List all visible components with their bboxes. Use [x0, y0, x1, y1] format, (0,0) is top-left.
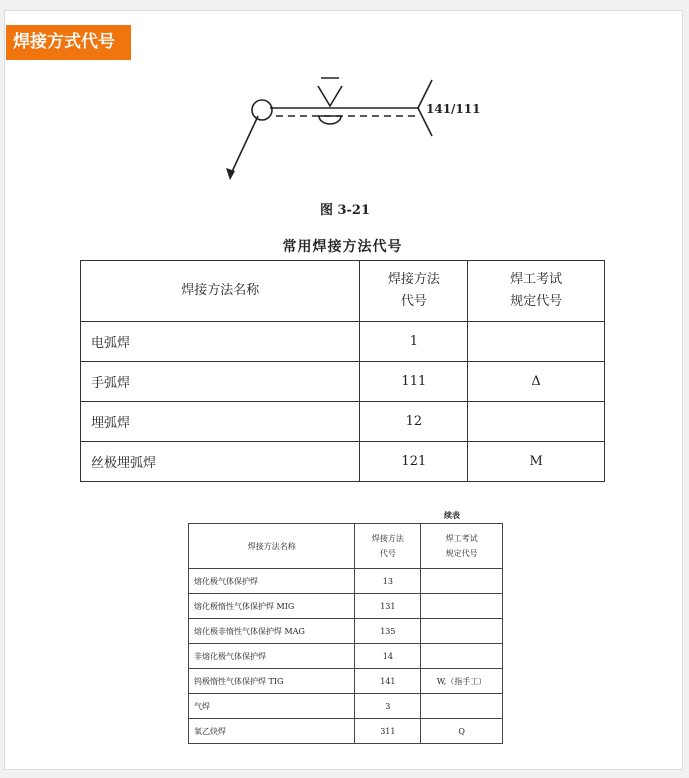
table-row — [189, 719, 503, 744]
method-name: 钨极惰性气体保护焊 TIG — [189, 669, 355, 694]
arrow-line — [230, 116, 258, 176]
method-name: 丝极埋弧焊 — [81, 442, 360, 482]
header-method-name: 焊接方法名称 — [81, 261, 360, 322]
method-code: 311 — [355, 719, 421, 744]
header-exam-code — [468, 261, 605, 322]
method-name: 熔化极惰性气体保护焊 MIG — [189, 594, 355, 619]
continued-label: 续表 — [444, 510, 460, 520]
table-row — [189, 569, 503, 594]
method-code: 131 — [355, 594, 421, 619]
header-exam-line2: 规定代号 — [510, 294, 563, 309]
exam-code: M — [468, 442, 605, 482]
exam-code — [421, 569, 503, 594]
exam-code — [421, 644, 503, 669]
table-row — [81, 402, 605, 442]
method-code: 135 — [355, 619, 421, 644]
method-code: 121 — [360, 442, 468, 482]
method-name: 气焊 — [189, 694, 355, 719]
header-method-name: 焊接方法名称 — [189, 524, 355, 569]
table1-title: 常用焊接方法代号 — [282, 239, 403, 255]
table-row — [81, 362, 605, 402]
method-name: 手弧焊 — [81, 362, 360, 402]
method-code: 3 — [355, 694, 421, 719]
header-exam-line1: 焊工考试 — [445, 534, 478, 543]
exam-code — [468, 402, 605, 442]
exam-code — [468, 322, 605, 362]
method-code: 1 — [360, 322, 468, 362]
exam-code — [421, 694, 503, 719]
header-method-code — [355, 524, 421, 569]
method-name: 埋弧焊 — [81, 402, 360, 442]
exam-code: Δ — [468, 362, 605, 402]
table-row — [81, 442, 605, 482]
method-name: 氧乙炔焊 — [189, 719, 355, 744]
exam-code: Q — [421, 719, 503, 744]
table-header-row — [81, 261, 605, 322]
method-code: 141 — [355, 669, 421, 694]
v-groove-symbol — [318, 86, 342, 106]
header-exam-line1: 焊工考试 — [510, 272, 563, 287]
method-name: 熔化极非惰性气体保护焊 MAG — [189, 619, 355, 644]
table-row — [189, 669, 503, 694]
welding-codes-table — [80, 260, 605, 482]
figure-caption: 图 3-21 — [319, 203, 371, 218]
table-row — [189, 619, 503, 644]
header-code-line2: 代号 — [400, 294, 427, 309]
table-row — [81, 322, 605, 362]
header-code-line2: 代号 — [379, 549, 396, 558]
field-weld-circle — [252, 100, 272, 120]
exam-code — [421, 594, 503, 619]
header-exam-code — [421, 524, 503, 569]
weld-symbol-diagram — [218, 68, 488, 188]
section-title: 焊接方式代号 — [6, 25, 131, 60]
exam-code — [421, 619, 503, 644]
method-code: 13 — [355, 569, 421, 594]
header-method-code — [360, 261, 468, 322]
backing-weld-symbol — [319, 116, 341, 124]
method-name: 电弧焊 — [81, 322, 360, 362]
method-name: 非熔化极气体保护焊 — [189, 644, 355, 669]
table-row — [189, 594, 503, 619]
header-code-line1: 焊接方法 — [387, 272, 440, 287]
method-name: 熔化极气体保护焊 — [189, 569, 355, 594]
table-row — [189, 644, 503, 669]
exam-code: W,（指手工） — [421, 669, 503, 694]
method-code: 14 — [355, 644, 421, 669]
process-code-label: 141/111 — [426, 102, 481, 116]
welding-codes-table-continued — [188, 523, 503, 744]
method-code: 111 — [360, 362, 468, 402]
table-row — [189, 694, 503, 719]
header-exam-line2: 规定代号 — [445, 549, 478, 558]
header-code-line1: 焊接方法 — [371, 534, 404, 543]
table-header-row — [189, 524, 503, 569]
method-code: 12 — [360, 402, 468, 442]
